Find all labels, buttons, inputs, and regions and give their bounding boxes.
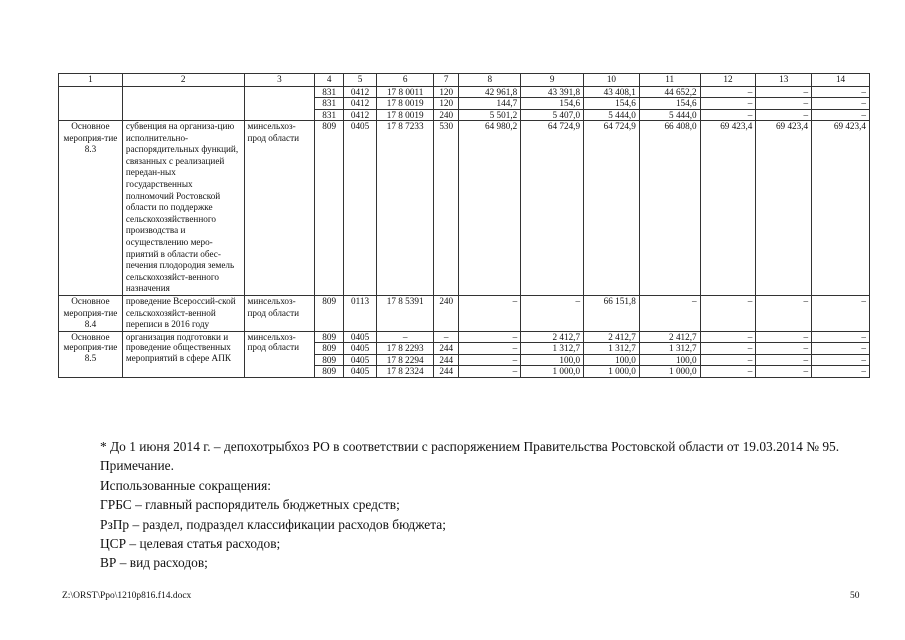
table-cell: 17 8 5391 xyxy=(377,296,434,332)
column-number: 6 xyxy=(377,74,434,87)
table-cell: 5 444,0 xyxy=(639,109,700,121)
table-cell: 43 391,8 xyxy=(521,86,584,98)
column-number: 11 xyxy=(639,74,700,87)
column-number: 10 xyxy=(584,74,640,87)
table-cell: 0412 xyxy=(343,98,376,110)
table-cell: – xyxy=(639,296,700,332)
column-number: 5 xyxy=(343,74,376,87)
table-cell: 17 8 2324 xyxy=(377,366,434,378)
table-cell: – xyxy=(756,296,812,332)
table-cell: 1 000,0 xyxy=(584,366,640,378)
column-number: 1 xyxy=(59,74,123,87)
table-cell: 66 408,0 xyxy=(639,121,700,296)
table-cell: 244 xyxy=(434,343,459,355)
table-cell: 831 xyxy=(315,109,343,121)
table-cell: – xyxy=(812,296,870,332)
table-cell: 809 xyxy=(315,331,343,343)
budget-table xyxy=(58,73,870,378)
table-cell: 0405 xyxy=(343,354,376,366)
table-cell: – xyxy=(812,354,870,366)
table-cell: – xyxy=(756,331,812,343)
table-cell: 44 652,2 xyxy=(639,86,700,98)
note-line: ВР – вид расходов; xyxy=(100,555,208,571)
table-row xyxy=(59,121,870,296)
table-cell: – xyxy=(700,296,756,332)
table-cell: 69 423,4 xyxy=(756,121,812,296)
table-cell: – xyxy=(459,366,521,378)
column-number: 9 xyxy=(521,74,584,87)
table-cell: 2 412,7 xyxy=(584,331,640,343)
table-cell: – xyxy=(756,343,812,355)
table-cell: 64 724,9 xyxy=(521,121,584,296)
footnote-text: * До 1 июня 2014 г. – депохотрыбхоз РО в соответствии с распоряжением Правительства Ростовской области от 19.03.2014 № 95. xyxy=(100,439,840,454)
note-line: ЦСР – целевая статья расходов; xyxy=(100,536,281,552)
table-cell: 17 8 7233 xyxy=(377,121,434,296)
table-cell: – xyxy=(700,354,756,366)
table-cell: 1 312,7 xyxy=(584,343,640,355)
table-cell: 0405 xyxy=(343,121,376,296)
table-cell: 100,0 xyxy=(584,354,640,366)
table-cell: – xyxy=(700,86,756,98)
table-cell: 120 xyxy=(434,86,459,98)
table-cell: – xyxy=(700,98,756,110)
note-line: РзПр – раздел, подраздел классификации расходов бюджета; xyxy=(100,516,446,532)
table-cell: 1 312,7 xyxy=(639,343,700,355)
table-cell: – xyxy=(434,331,459,343)
table-cell: – xyxy=(756,98,812,110)
table-cell: 64 724,9 xyxy=(584,121,640,296)
table-cell: 17 8 0019 xyxy=(377,98,434,110)
header-row xyxy=(59,74,870,87)
table-cell: 0412 xyxy=(343,109,376,121)
table-cell: 0412 xyxy=(343,86,376,98)
table-cell: 69 423,4 xyxy=(700,121,756,296)
table-cell: 1 000,0 xyxy=(521,366,584,378)
note-line: Использованные сокращения: xyxy=(100,477,271,493)
responsible-org: минсельхоз-прод области xyxy=(244,296,315,332)
table-cell: – xyxy=(377,331,434,343)
table-cell: – xyxy=(700,366,756,378)
table-cell: 17 8 0019 xyxy=(377,109,434,121)
table-cell: 42 961,8 xyxy=(459,86,521,98)
table-cell: 144,7 xyxy=(459,98,521,110)
table-cell: 809 xyxy=(315,343,343,355)
table-cell: 244 xyxy=(434,366,459,378)
column-number: 7 xyxy=(434,74,459,87)
file-path: Z:\ORST\Ppo\1210p816.f14.docx xyxy=(62,591,192,601)
table-cell: 0113 xyxy=(343,296,376,332)
table-row xyxy=(59,331,870,343)
table-cell: 154,6 xyxy=(521,98,584,110)
column-number: 13 xyxy=(756,74,812,87)
table-cell: – xyxy=(700,331,756,343)
table-row xyxy=(59,296,870,332)
table-cell: – xyxy=(812,109,870,121)
table-cell: 43 408,1 xyxy=(584,86,640,98)
table-row xyxy=(59,86,870,98)
table-cell: – xyxy=(459,331,521,343)
table-cell: 69 423,4 xyxy=(812,121,870,296)
activity-name: Основное мероприя-тие 8.3 xyxy=(59,121,123,296)
table-cell: 0405 xyxy=(343,343,376,355)
table-cell: – xyxy=(700,343,756,355)
table-cell: 5 444,0 xyxy=(584,109,640,121)
table-cell: – xyxy=(756,109,812,121)
column-number: 12 xyxy=(700,74,756,87)
table-body xyxy=(59,74,870,378)
column-number: 8 xyxy=(459,74,521,87)
table-cell: 240 xyxy=(434,296,459,332)
table-cell: 17 8 2293 xyxy=(377,343,434,355)
empty-cell xyxy=(244,86,315,121)
table-cell: – xyxy=(812,98,870,110)
table-cell: – xyxy=(812,366,870,378)
table-cell: – xyxy=(756,86,812,98)
table-cell: 100,0 xyxy=(639,354,700,366)
table-cell: 244 xyxy=(434,354,459,366)
column-number: 3 xyxy=(244,74,315,87)
activity-description: субвенция на организа-цию исполнительно-распорядительных функций, связанных с реализацией передан-ных государственных полномочий Ростовской области по поддержке сельскохозяйственного производства и осуществлению меро-приятий в области обес-печения плодородия земель сельскохозяйст-венного назначения xyxy=(122,121,244,296)
empty-cell xyxy=(122,86,244,121)
table-cell: – xyxy=(812,86,870,98)
table-cell: 831 xyxy=(315,86,343,98)
table-cell: 0405 xyxy=(343,331,376,343)
table-cell: 2 412,7 xyxy=(639,331,700,343)
table-cell: 154,6 xyxy=(584,98,640,110)
table-cell: 530 xyxy=(434,121,459,296)
table-cell: 120 xyxy=(434,98,459,110)
table-cell: 1 000,0 xyxy=(639,366,700,378)
table-cell: – xyxy=(459,343,521,355)
note-line: Примечание. xyxy=(100,458,174,474)
notes xyxy=(62,437,868,573)
column-number: 14 xyxy=(812,74,870,87)
table-cell: – xyxy=(756,354,812,366)
table-cell: – xyxy=(459,296,521,332)
column-number: 2 xyxy=(122,74,244,87)
table-cell: 5 501,2 xyxy=(459,109,521,121)
table-cell: 154,6 xyxy=(639,98,700,110)
table-cell: 64 980,2 xyxy=(459,121,521,296)
empty-cell xyxy=(59,86,123,121)
table-cell: – xyxy=(521,296,584,332)
table-cell: 17 8 2294 xyxy=(377,354,434,366)
table-cell: 5 407,0 xyxy=(521,109,584,121)
table-cell: – xyxy=(700,109,756,121)
table-cell: 240 xyxy=(434,109,459,121)
table-cell: 2 412,7 xyxy=(521,331,584,343)
table-cell: – xyxy=(812,331,870,343)
page-number: 50 xyxy=(850,591,860,601)
table-cell: 809 xyxy=(315,296,343,332)
table-cell: 809 xyxy=(315,366,343,378)
table-cell: – xyxy=(812,343,870,355)
table-cell: 0405 xyxy=(343,366,376,378)
table-cell: 1 312,7 xyxy=(521,343,584,355)
activity-description: организация подготовки и проведение общественных мероприятий в сфере АПК xyxy=(122,331,244,377)
table-cell: 809 xyxy=(315,121,343,296)
table-cell: 17 8 0011 xyxy=(377,86,434,98)
table-cell: – xyxy=(756,366,812,378)
column-number: 4 xyxy=(315,74,343,87)
table-cell: 100,0 xyxy=(521,354,584,366)
activity-name: Основное мероприя-тие 8.4 xyxy=(59,296,123,332)
responsible-org: минсельхоз-прод области xyxy=(244,121,315,296)
responsible-org: минсельхоз-прод области xyxy=(244,331,315,377)
table-cell: 66 151,8 xyxy=(584,296,640,332)
table-cell: 809 xyxy=(315,354,343,366)
table-cell: 831 xyxy=(315,98,343,110)
activity-description: проведение Всероссий-ской сельскохозяйст-венной переписи в 2016 году xyxy=(122,296,244,332)
note-line: ГРБС – главный распорядитель бюджетных средств; xyxy=(100,497,400,513)
activity-name: Основное мероприя-тие 8.5 xyxy=(59,331,123,377)
table-cell: – xyxy=(459,354,521,366)
